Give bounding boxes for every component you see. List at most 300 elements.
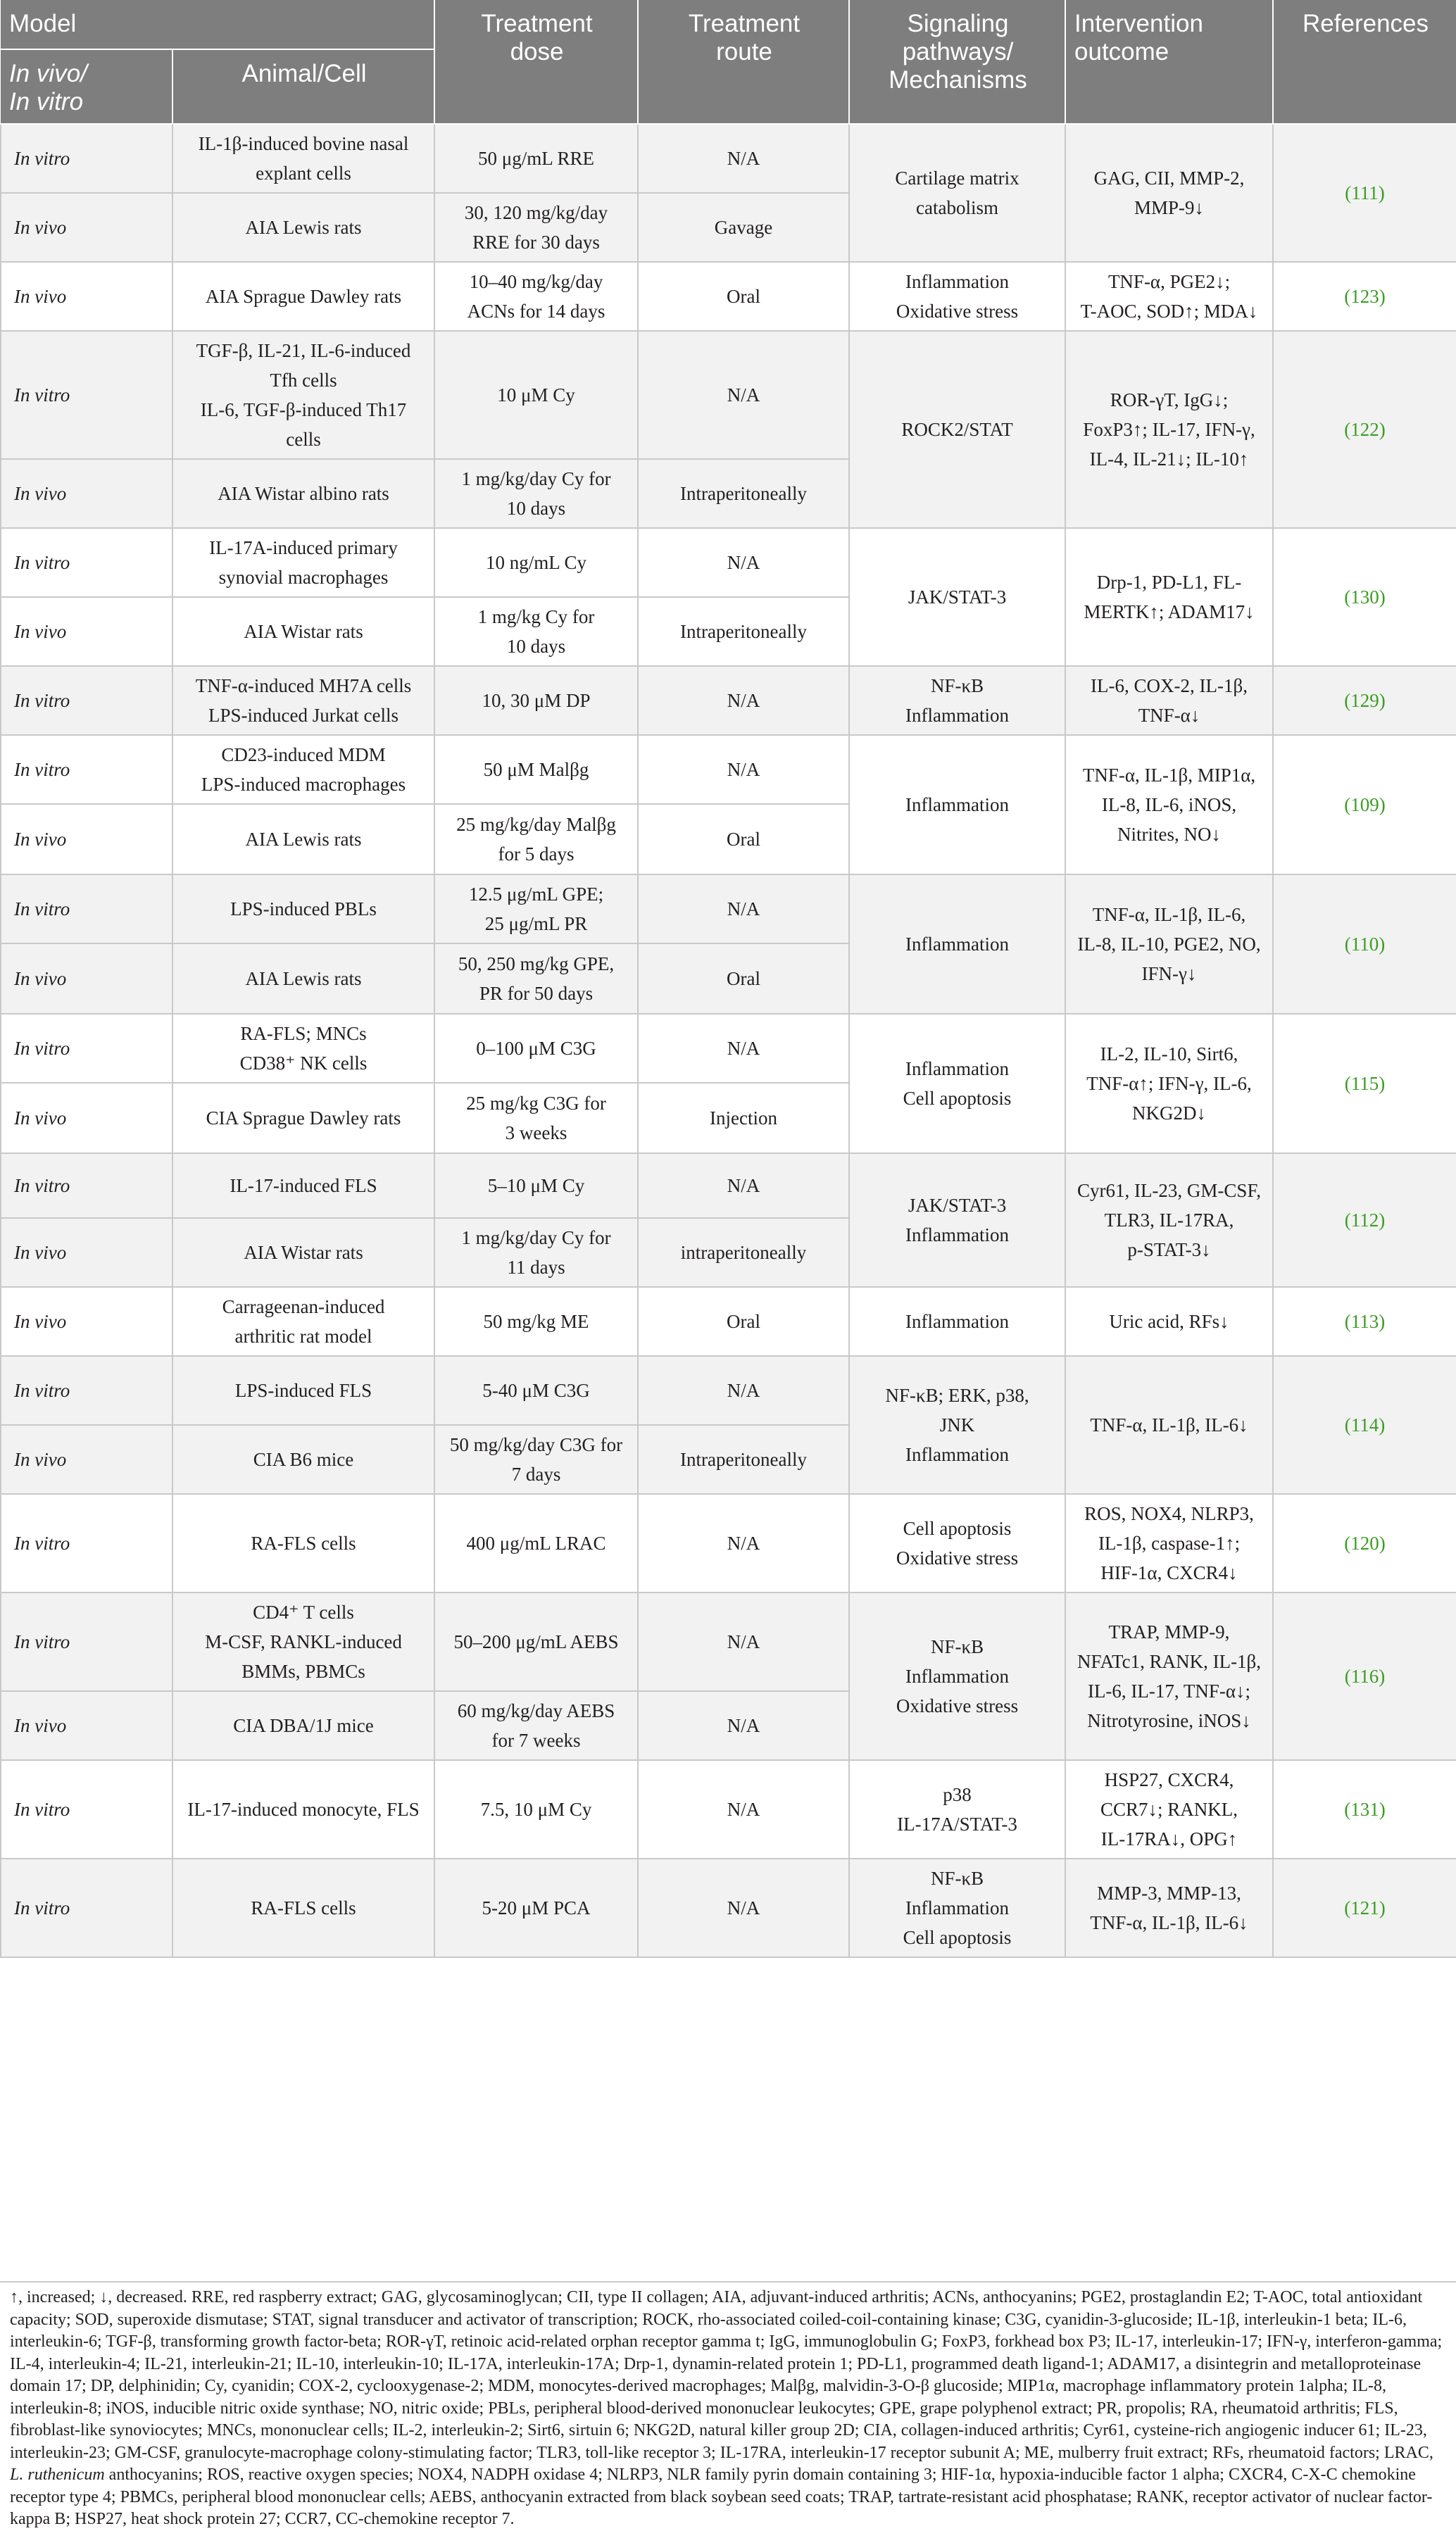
dose-cell-line: 25 mg/kg/day Malβg <box>456 814 616 835</box>
dose-cell <box>434 1859 638 1957</box>
outcome-cell-line: IL-6, IL-17, TNF-α↓; <box>1087 1681 1251 1702</box>
outcome-cell-line: FoxP3↑; IL-17, IFN-γ, <box>1083 419 1255 440</box>
dose-cell-line: 1 mg/kg/day Cy for <box>461 1227 611 1248</box>
reference-cell <box>1273 1859 1456 1957</box>
header-dose-line: Treatment <box>481 10 593 37</box>
table-row <box>1 666 1456 735</box>
route-cell <box>638 1593 849 1691</box>
route-cell-line: N/A <box>727 690 760 711</box>
table-row <box>1 1859 1456 1957</box>
outcome-cell <box>1065 124 1273 262</box>
reference-cell <box>1273 528 1456 666</box>
model-cell: In vitro <box>1 666 172 735</box>
dose-cell-line: 10 μM Cy <box>497 384 575 406</box>
animal-cell <box>172 1425 434 1494</box>
table-row <box>1 874 1456 943</box>
outcome-cell-line: TNF-α, IL-1β, IL-6, <box>1092 904 1246 925</box>
dose-cell <box>434 1593 638 1691</box>
pathway-cell <box>849 1593 1065 1760</box>
dose-cell-line: 50–200 μg/mL AEBS <box>453 1631 619 1652</box>
table-row <box>1 1287 1456 1356</box>
model-cell: In vivo <box>1 262 172 331</box>
outcome-cell-line: IL-4, IL-21↓; IL-10↑ <box>1089 448 1249 470</box>
dose-cell <box>434 1425 638 1494</box>
animal-cell-line: arthritic rat model <box>234 1326 372 1347</box>
footnote-text-end: anthocyanins; ROS, reactive oxygen species; NOX4, NADPH oxidase 4; NLRP3, NLR family pyrin domain containing 3; HIF-1α, hypoxia-inducible factor 1 alpha; CXCR4, C-X-C chemokine receptor type 4; PBMCs, peripheral blood mononuclear cells; AEBS, anthocyanin extracted from black soybean seed coats; TRAP, tartrate-resistant acid phosphatase; RANK, receptor activator of nuclear factor-kappa B; HSP27, heat shock protein 27; CCR7, CC-chemokine receptor 7. <box>10 2466 1433 2528</box>
header-route <box>638 0 849 124</box>
dose-cell-line: 7.5, 10 μM Cy <box>480 1799 592 1820</box>
outcome-cell-line: TNF-α, PGE2↓; <box>1107 271 1231 292</box>
reference-link[interactable]: (121) <box>1344 1897 1386 1918</box>
reference-cell <box>1273 666 1456 735</box>
table-row <box>1 1014 1456 1083</box>
animal-cell-line: TNF-α-induced MH7A cells <box>195 675 412 696</box>
route-cell-line: Injection <box>710 1107 777 1129</box>
outcome-cell-line: Cyr61, IL-23, GM-CSF, <box>1077 1180 1262 1201</box>
outcome-cell-line: TNF-α↓ <box>1138 705 1200 726</box>
animal-cell-line: LPS-induced Jurkat cells <box>208 705 398 726</box>
animal-cell-line: CIA Sprague Dawley rats <box>206 1107 401 1129</box>
reference-cell <box>1273 1153 1456 1287</box>
reference-link[interactable]: (109) <box>1344 794 1386 815</box>
outcome-cell-line: IL-1β, caspase-1↑; <box>1098 1533 1241 1554</box>
pathway-cell-line: Cartilage matrix <box>895 168 1019 189</box>
animal-cell-line: AIA Wistar rats <box>244 1242 363 1263</box>
outcome-cell <box>1065 735 1273 874</box>
outcome-cell <box>1065 1287 1273 1356</box>
reference-cell <box>1273 262 1456 331</box>
model-cell: In vitro <box>1 1859 172 1957</box>
header-route-line: route <box>716 38 772 65</box>
outcome-cell-line: MMP-9↓ <box>1134 197 1205 218</box>
animal-cell-line: IL-17A-induced primary <box>209 537 398 558</box>
dose-cell <box>434 124 638 193</box>
dose-cell-line: 5–10 μM Cy <box>487 1175 585 1196</box>
dose-cell-line: 50 μg/mL RRE <box>478 148 594 169</box>
route-cell <box>638 262 849 331</box>
route-cell-line: N/A <box>727 552 760 573</box>
reference-link[interactable]: (115) <box>1344 1073 1386 1094</box>
header-outcome <box>1065 0 1273 124</box>
pathway-cell <box>849 735 1065 874</box>
pathway-cell <box>849 262 1065 331</box>
header-dose <box>434 0 638 124</box>
pathway-cell <box>849 1356 1065 1494</box>
outcome-cell-line: T-AOC, SOD↑; MDA↓ <box>1080 301 1258 322</box>
outcome-cell-line: Uric acid, RFs↓ <box>1109 1311 1229 1332</box>
pathway-cell-line: IL-17A/STAT-3 <box>897 1814 1017 1835</box>
pathway-cell <box>849 874 1065 1014</box>
model-cell: In vitro <box>1 331 172 459</box>
header-pathways-line: Signaling <box>907 10 1009 37</box>
pathway-cell <box>849 124 1065 262</box>
reference-cell <box>1273 1287 1456 1356</box>
route-cell-line: Intraperitoneally <box>680 483 807 504</box>
outcome-cell-line: IL-8, IL-6, iNOS, <box>1101 794 1237 815</box>
dose-cell-line: 10 days <box>506 498 566 519</box>
pathway-cell-line: NF-κB; ERK, p38, <box>885 1385 1029 1406</box>
route-cell <box>638 528 849 597</box>
outcome-cell <box>1065 528 1273 666</box>
animal-cell-line: AIA Lewis rats <box>245 829 362 850</box>
table-row <box>1 1356 1456 1425</box>
pathway-cell-line: Inflammation <box>905 705 1009 726</box>
route-cell-line: Oral <box>727 286 760 307</box>
model-cell: In vitro <box>1 124 172 193</box>
animal-cell-line: LPS-induced PBLs <box>230 898 377 919</box>
model-cell: In vivo <box>1 1691 172 1760</box>
route-cell <box>638 1287 849 1356</box>
outcome-cell-line: IL-8, IL-10, PGE2, NO, <box>1077 934 1261 955</box>
animal-cell <box>172 804 434 874</box>
model-cell: In vivo <box>1 1287 172 1356</box>
animal-cell <box>172 874 434 943</box>
model-cell: In vitro <box>1 1760 172 1859</box>
outcome-cell <box>1065 331 1273 528</box>
header-route-line: Treatment <box>688 10 801 37</box>
outcome-cell <box>1065 1014 1273 1153</box>
pathway-cell-line: catabolism <box>916 197 998 218</box>
pathway-cell-line: Cell apoptosis <box>903 1518 1012 1539</box>
header-outcome-line: outcome <box>1074 38 1169 65</box>
route-cell <box>638 1494 849 1593</box>
route-cell-line: intraperitoneally <box>680 1242 807 1263</box>
pathway-cell <box>849 1859 1065 1957</box>
animal-cell <box>172 262 434 331</box>
table-footnote <box>0 2281 1456 2531</box>
pathway-cell <box>849 666 1065 735</box>
header-pathways <box>849 0 1065 124</box>
model-cell: In vivo <box>1 597 172 666</box>
reference-link[interactable]: (112) <box>1344 1210 1386 1231</box>
table-row <box>1 1494 1456 1593</box>
outcome-cell-line: TNF-α, IL-1β, MIP1α, <box>1082 765 1256 786</box>
table-row <box>1 331 1456 459</box>
route-cell-line: N/A <box>727 1799 760 1820</box>
pathway-cell <box>849 1760 1065 1859</box>
pathway-cell-line: Oxidative stress <box>896 1547 1019 1569</box>
dose-cell <box>434 193 638 262</box>
dose-cell <box>434 528 638 597</box>
dose-cell-line: 50 μM Malβg <box>483 759 589 780</box>
reference-cell <box>1273 1760 1456 1859</box>
outcome-cell-line: ROS, NOX4, NLRP3, <box>1084 1503 1254 1524</box>
route-cell-line: N/A <box>727 1897 760 1918</box>
pathway-cell <box>849 1014 1065 1153</box>
header-animal-cell: Animal/Cell <box>172 49 434 124</box>
reference-link[interactable]: (123) <box>1344 286 1386 307</box>
route-cell-line: N/A <box>727 384 760 406</box>
route-cell <box>638 666 849 735</box>
pathway-cell-line: Oxidative stress <box>896 301 1019 322</box>
animal-cell <box>172 331 434 459</box>
animal-cell-line: LPS-induced FLS <box>234 1380 372 1401</box>
pathway-cell-line: JAK/STAT-3 <box>908 1195 1007 1216</box>
outcome-cell-line: MERTK↑; ADAM17↓ <box>1084 601 1255 622</box>
animal-cell <box>172 735 434 804</box>
dose-cell-line: 50 mg/kg/day C3G for <box>449 1434 623 1455</box>
animal-cell-line: CD38⁺ NK cells <box>239 1053 368 1074</box>
dose-cell <box>434 459 638 528</box>
reference-link[interactable]: (130) <box>1344 586 1386 608</box>
route-cell <box>638 804 849 874</box>
outcome-cell-line: CCR7↓; RANKL, <box>1100 1799 1238 1820</box>
animal-cell-line: BMMs, PBMCs <box>241 1661 365 1682</box>
reference-link[interactable]: (114) <box>1344 1414 1386 1436</box>
dose-cell <box>434 331 638 459</box>
reference-cell <box>1273 735 1456 874</box>
outcome-cell-line: HSP27, CXCR4, <box>1104 1769 1234 1790</box>
pathway-cell-line: Cell apoptosis <box>903 1088 1012 1109</box>
pathway-cell-line: Inflammation <box>905 934 1009 955</box>
reference-cell <box>1273 1014 1456 1153</box>
dose-cell-line: 10 days <box>506 636 566 657</box>
animal-cell <box>172 1859 434 1957</box>
dose-cell-line: 25 μg/mL PR <box>484 913 588 934</box>
dose-cell <box>434 1014 638 1083</box>
model-cell: In vitro <box>1 528 172 597</box>
table-row <box>1 528 1456 597</box>
pathway-cell-line: Inflammation <box>905 794 1009 815</box>
dose-cell-line: PR for 50 days <box>479 983 594 1004</box>
reference-link[interactable]: (122) <box>1344 419 1386 440</box>
reference-cell <box>1273 1593 1456 1760</box>
animal-cell <box>172 1287 434 1356</box>
animal-cell <box>172 124 434 193</box>
animal-cell <box>172 193 434 262</box>
animal-cell-line: RA-FLS; MNCs <box>240 1023 367 1044</box>
route-cell <box>638 1425 849 1494</box>
route-cell-line: N/A <box>727 759 760 780</box>
outcome-cell <box>1065 1859 1273 1957</box>
animal-cell <box>172 528 434 597</box>
outcome-cell-line: Nitrites, NO↓ <box>1117 824 1221 845</box>
table-row <box>1 1153 1456 1218</box>
table-header <box>1 0 1456 124</box>
reference-link[interactable]: (131) <box>1344 1799 1386 1820</box>
animal-cell <box>172 1691 434 1760</box>
outcome-cell-line: IL-17RA↓, OPG↑ <box>1100 1828 1238 1849</box>
table-row <box>1 735 1456 804</box>
route-cell-line: Oral <box>727 829 760 850</box>
dose-cell-line: 0–100 μM C3G <box>476 1038 596 1059</box>
outcome-cell-line: p-STAT-3↓ <box>1127 1239 1211 1260</box>
header-model: Model <box>1 0 434 49</box>
route-cell <box>638 459 849 528</box>
outcome-cell-line: TNF-α↑; IFN-γ, IL-6, <box>1086 1073 1252 1094</box>
outcome-cell <box>1065 262 1273 331</box>
pathway-cell-line: ROCK2/STAT <box>901 419 1013 440</box>
dose-cell <box>434 1287 638 1356</box>
header-pathways-line: Mechanisms <box>889 66 1027 94</box>
dose-cell-line: 50, 250 mg/kg GPE, <box>458 953 615 974</box>
dose-cell-line: 1 mg/kg Cy for <box>477 606 595 627</box>
animal-cell <box>172 1083 434 1153</box>
animal-cell <box>172 1760 434 1859</box>
pathway-cell-line: Inflammation <box>905 271 1009 292</box>
route-cell <box>638 331 849 459</box>
pathway-cell-line: Inflammation <box>905 1897 1009 1918</box>
model-cell: In vivo <box>1 193 172 262</box>
animal-cell <box>172 1218 434 1287</box>
footnote-text: ↑, increased; ↓, decreased. RRE, red raspberry extract; GAG, glycosaminoglycan; CII, type II collagen; AIA, adjuvant-induced arthritis; ACNs, anthocyanins; PGE2, prostaglandin E2; T-AOC, total antioxidant capacity; SOD, superoxide dismutase; STAT, signal transducer and activator of transcription; ROCK, rho-associated coiled-coil-containing kinase; C3G, cyanidin-3-glucoside; IL-1β, interleukin-1 beta; IL-6, interleukin-6; TGF-β, transforming growth factor-beta; ROR-γT, retinoic acid-related orphan receptor gamma t; IgG, immunoglobulin G; FoxP3, forkhead box P3; IL-17, interleukin-17; IFN-γ, interferon-gamma; IL-4, interleukin-4; IL-21, interleukin-21; IL-10, interleukin-10; IL-17A, interleukin-17A; Drp-1, dynamin-related protein 1; PD-L1, programmed death ligand-1; ADAM17, a disintegrin and metalloproteinase domain 17; DP, delphinidin; Cy, cyanidin; COX-2, cyclooxygenase-2; MDM, monocytes-derived macrophages; Malβg, malvidin-3-O-β glucoside; MIP1α, macrophage inflammatory protein 1alpha; IL-8, interleukin-8; iNOS, inducible nitric oxide synthase; NO, nitric oxide; PBLs, peripheral blood-derived mononuclear leukocytes; GPE, grape polyphenol extract; PR, propolis; RA, rheumatoid arthritis; FLS, fibroblast-like synoviocytes; MNCs, mononuclear cells; IL-2, interleukin-2; Sirt6, sirtuin 6; NKG2D, natural killer group 2D; CIA, collagen-induced arthritis; Cyr61, cysteine-rich angiogenic inducer 61; IL-23, interleukin-23; GM-CSF, granulocyte-macrophage colony-stimulating factor; TLR3, toll-like receptor 3; IL-17RA, interleukin-17 receptor subunit A; ME, mulberry fruit extract; RFs, rheumatoid factors; LRAC, <box>10 2288 1443 2462</box>
pathway-cell-line: Inflammation <box>905 1058 1009 1079</box>
header-references: References <box>1273 0 1456 124</box>
animal-cell-line: LPS-induced macrophages <box>201 774 406 795</box>
dose-cell-line: 5-40 μM C3G <box>482 1380 590 1401</box>
outcome-cell-line: MMP-3, MMP-13, <box>1097 1883 1241 1904</box>
animal-cell-line: AIA Wistar rats <box>244 621 363 642</box>
footnote-italic: L. ruthenicum <box>10 2466 105 2484</box>
pathway-cell-line: Oxidative stress <box>896 1695 1019 1716</box>
pathway-cell <box>849 1494 1065 1593</box>
pathway-cell <box>849 528 1065 666</box>
animal-cell-line: IL-1β-induced bovine nasal <box>198 133 409 154</box>
dose-cell <box>434 262 638 331</box>
model-cell: In vitro <box>1 1356 172 1425</box>
dose-cell-line: 30, 120 mg/kg/day <box>464 202 608 223</box>
reference-link[interactable]: (111) <box>1345 182 1385 203</box>
dose-cell-line: ACNs for 14 days <box>467 301 605 322</box>
model-cell: In vivo <box>1 943 172 1014</box>
animal-cell-line: IL-6, TGF-β-induced Th17 <box>200 399 407 420</box>
header-ivv-line: In vitro <box>9 88 84 115</box>
model-cell: In vitro <box>1 1494 172 1593</box>
route-cell <box>638 1760 849 1859</box>
animal-cell-line: Carrageenan-induced <box>222 1296 385 1317</box>
dose-cell <box>434 1218 638 1287</box>
dose-cell <box>434 1153 638 1218</box>
route-cell-line: N/A <box>727 148 760 169</box>
dose-cell <box>434 666 638 735</box>
table-row <box>1 124 1456 193</box>
model-cell: In vivo <box>1 1218 172 1287</box>
animal-cell <box>172 459 434 528</box>
animal-cell-line: CD4⁺ T cells <box>253 1602 354 1623</box>
dose-cell-line: 1 mg/kg/day Cy for <box>461 468 611 489</box>
route-cell-line: N/A <box>727 1380 760 1401</box>
dose-cell-line: 400 μg/mL LRAC <box>466 1533 606 1554</box>
pathway-cell <box>849 1287 1065 1356</box>
header-ivv-line: In vivo/ <box>9 60 87 87</box>
route-cell-line: Oral <box>727 1311 760 1332</box>
pathway-cell-line: Inflammation <box>905 1666 1009 1687</box>
animal-cell <box>172 597 434 666</box>
reference-link[interactable]: (129) <box>1344 690 1386 711</box>
outcome-cell-line: IL-6, COX-2, IL-1β, <box>1091 675 1248 696</box>
route-cell <box>638 1691 849 1760</box>
reference-cell <box>1273 331 1456 528</box>
outcome-cell-line: IL-2, IL-10, Sirt6, <box>1100 1043 1238 1064</box>
dose-cell-line: 12.5 μg/mL GPE; <box>468 884 604 905</box>
route-cell-line: N/A <box>727 898 760 919</box>
reference-link[interactable]: (120) <box>1344 1533 1386 1554</box>
route-cell-line: N/A <box>727 1533 760 1554</box>
table-row <box>1 1760 1456 1859</box>
model-cell: In vitro <box>1 1014 172 1083</box>
reference-cell <box>1273 1494 1456 1593</box>
model-cell: In vitro <box>1 874 172 943</box>
reference-cell <box>1273 874 1456 1014</box>
animal-cell-line: Tfh cells <box>270 370 337 391</box>
table-row <box>1 262 1456 331</box>
route-cell <box>638 193 849 262</box>
header-dose-line: dose <box>510 38 564 65</box>
dose-cell <box>434 597 638 666</box>
pathway-cell-line: Inflammation <box>905 1224 1009 1245</box>
animal-cell <box>172 943 434 1014</box>
outcome-cell-line: TNF-α, IL-1β, IL-6↓ <box>1090 1912 1248 1933</box>
dose-cell <box>434 943 638 1014</box>
animal-cell-line: IL-17-induced FLS <box>230 1175 377 1196</box>
route-cell-line: N/A <box>727 1715 760 1736</box>
model-cell: In vivo <box>1 804 172 874</box>
animal-cell-line: RA-FLS cells <box>251 1897 356 1918</box>
dose-cell <box>434 874 638 943</box>
animal-cell-line: TGF-β, IL-21, IL-6-induced <box>196 340 411 361</box>
dose-cell <box>434 1356 638 1425</box>
outcome-cell-line: Nitrotyrosine, iNOS↓ <box>1087 1710 1251 1731</box>
reference-link[interactable]: (110) <box>1344 934 1386 955</box>
outcome-cell <box>1065 874 1273 1014</box>
route-cell <box>638 1153 849 1218</box>
header-outcome-line: Intervention <box>1074 10 1203 37</box>
animal-cell <box>172 1153 434 1218</box>
dose-cell-line: 50 mg/kg ME <box>483 1311 589 1332</box>
route-cell-line: Oral <box>727 968 760 989</box>
outcome-cell-line: TLR3, IL-17RA, <box>1104 1210 1234 1231</box>
table-row <box>1 1593 1456 1691</box>
reference-link[interactable]: (113) <box>1344 1311 1386 1332</box>
reference-cell <box>1273 1356 1456 1494</box>
dose-cell-line: 10, 30 μM DP <box>482 690 591 711</box>
outcome-cell <box>1065 1356 1273 1494</box>
reference-link[interactable]: (116) <box>1344 1666 1386 1687</box>
dose-cell-line: 25 mg/kg C3G for <box>466 1093 606 1114</box>
animal-cell-line: explant cells <box>256 163 351 184</box>
pathway-cell-line: Inflammation <box>905 1311 1009 1332</box>
dose-cell-line: for 5 days <box>498 843 575 865</box>
dose-cell <box>434 1083 638 1153</box>
model-cell: In vitro <box>1 735 172 804</box>
pathway-cell <box>849 331 1065 528</box>
animal-cell-line: AIA Lewis rats <box>245 217 362 238</box>
dose-cell <box>434 1691 638 1760</box>
outcome-cell <box>1065 1494 1273 1593</box>
dose-cell-line: for 7 weeks <box>491 1730 581 1751</box>
model-cell: In vivo <box>1 459 172 528</box>
model-cell: In vitro <box>1 1593 172 1691</box>
animal-cell <box>172 1356 434 1425</box>
route-cell <box>638 1859 849 1957</box>
pathway-cell-line: Cell apoptosis <box>903 1927 1012 1948</box>
pathway-cell-line: JAK/STAT-3 <box>908 586 1007 608</box>
outcome-cell-line: HIF-1α, CXCR4↓ <box>1100 1562 1238 1583</box>
dose-cell-line: RRE for 30 days <box>472 232 600 253</box>
outcome-cell <box>1065 1593 1273 1760</box>
route-cell <box>638 943 849 1014</box>
outcome-cell-line: NFATc1, RANK, IL-1β, <box>1077 1651 1262 1672</box>
outcome-cell <box>1065 666 1273 735</box>
route-cell <box>638 124 849 193</box>
animal-cell <box>172 1494 434 1593</box>
dose-cell-line: 10–40 mg/kg/day <box>469 271 603 292</box>
dose-cell-line: 5-20 μM PCA <box>482 1897 591 1918</box>
model-cell: In vivo <box>1 1425 172 1494</box>
animal-cell <box>172 1593 434 1691</box>
pathway-cell-line: Inflammation <box>905 1444 1009 1465</box>
dose-cell <box>434 1494 638 1593</box>
